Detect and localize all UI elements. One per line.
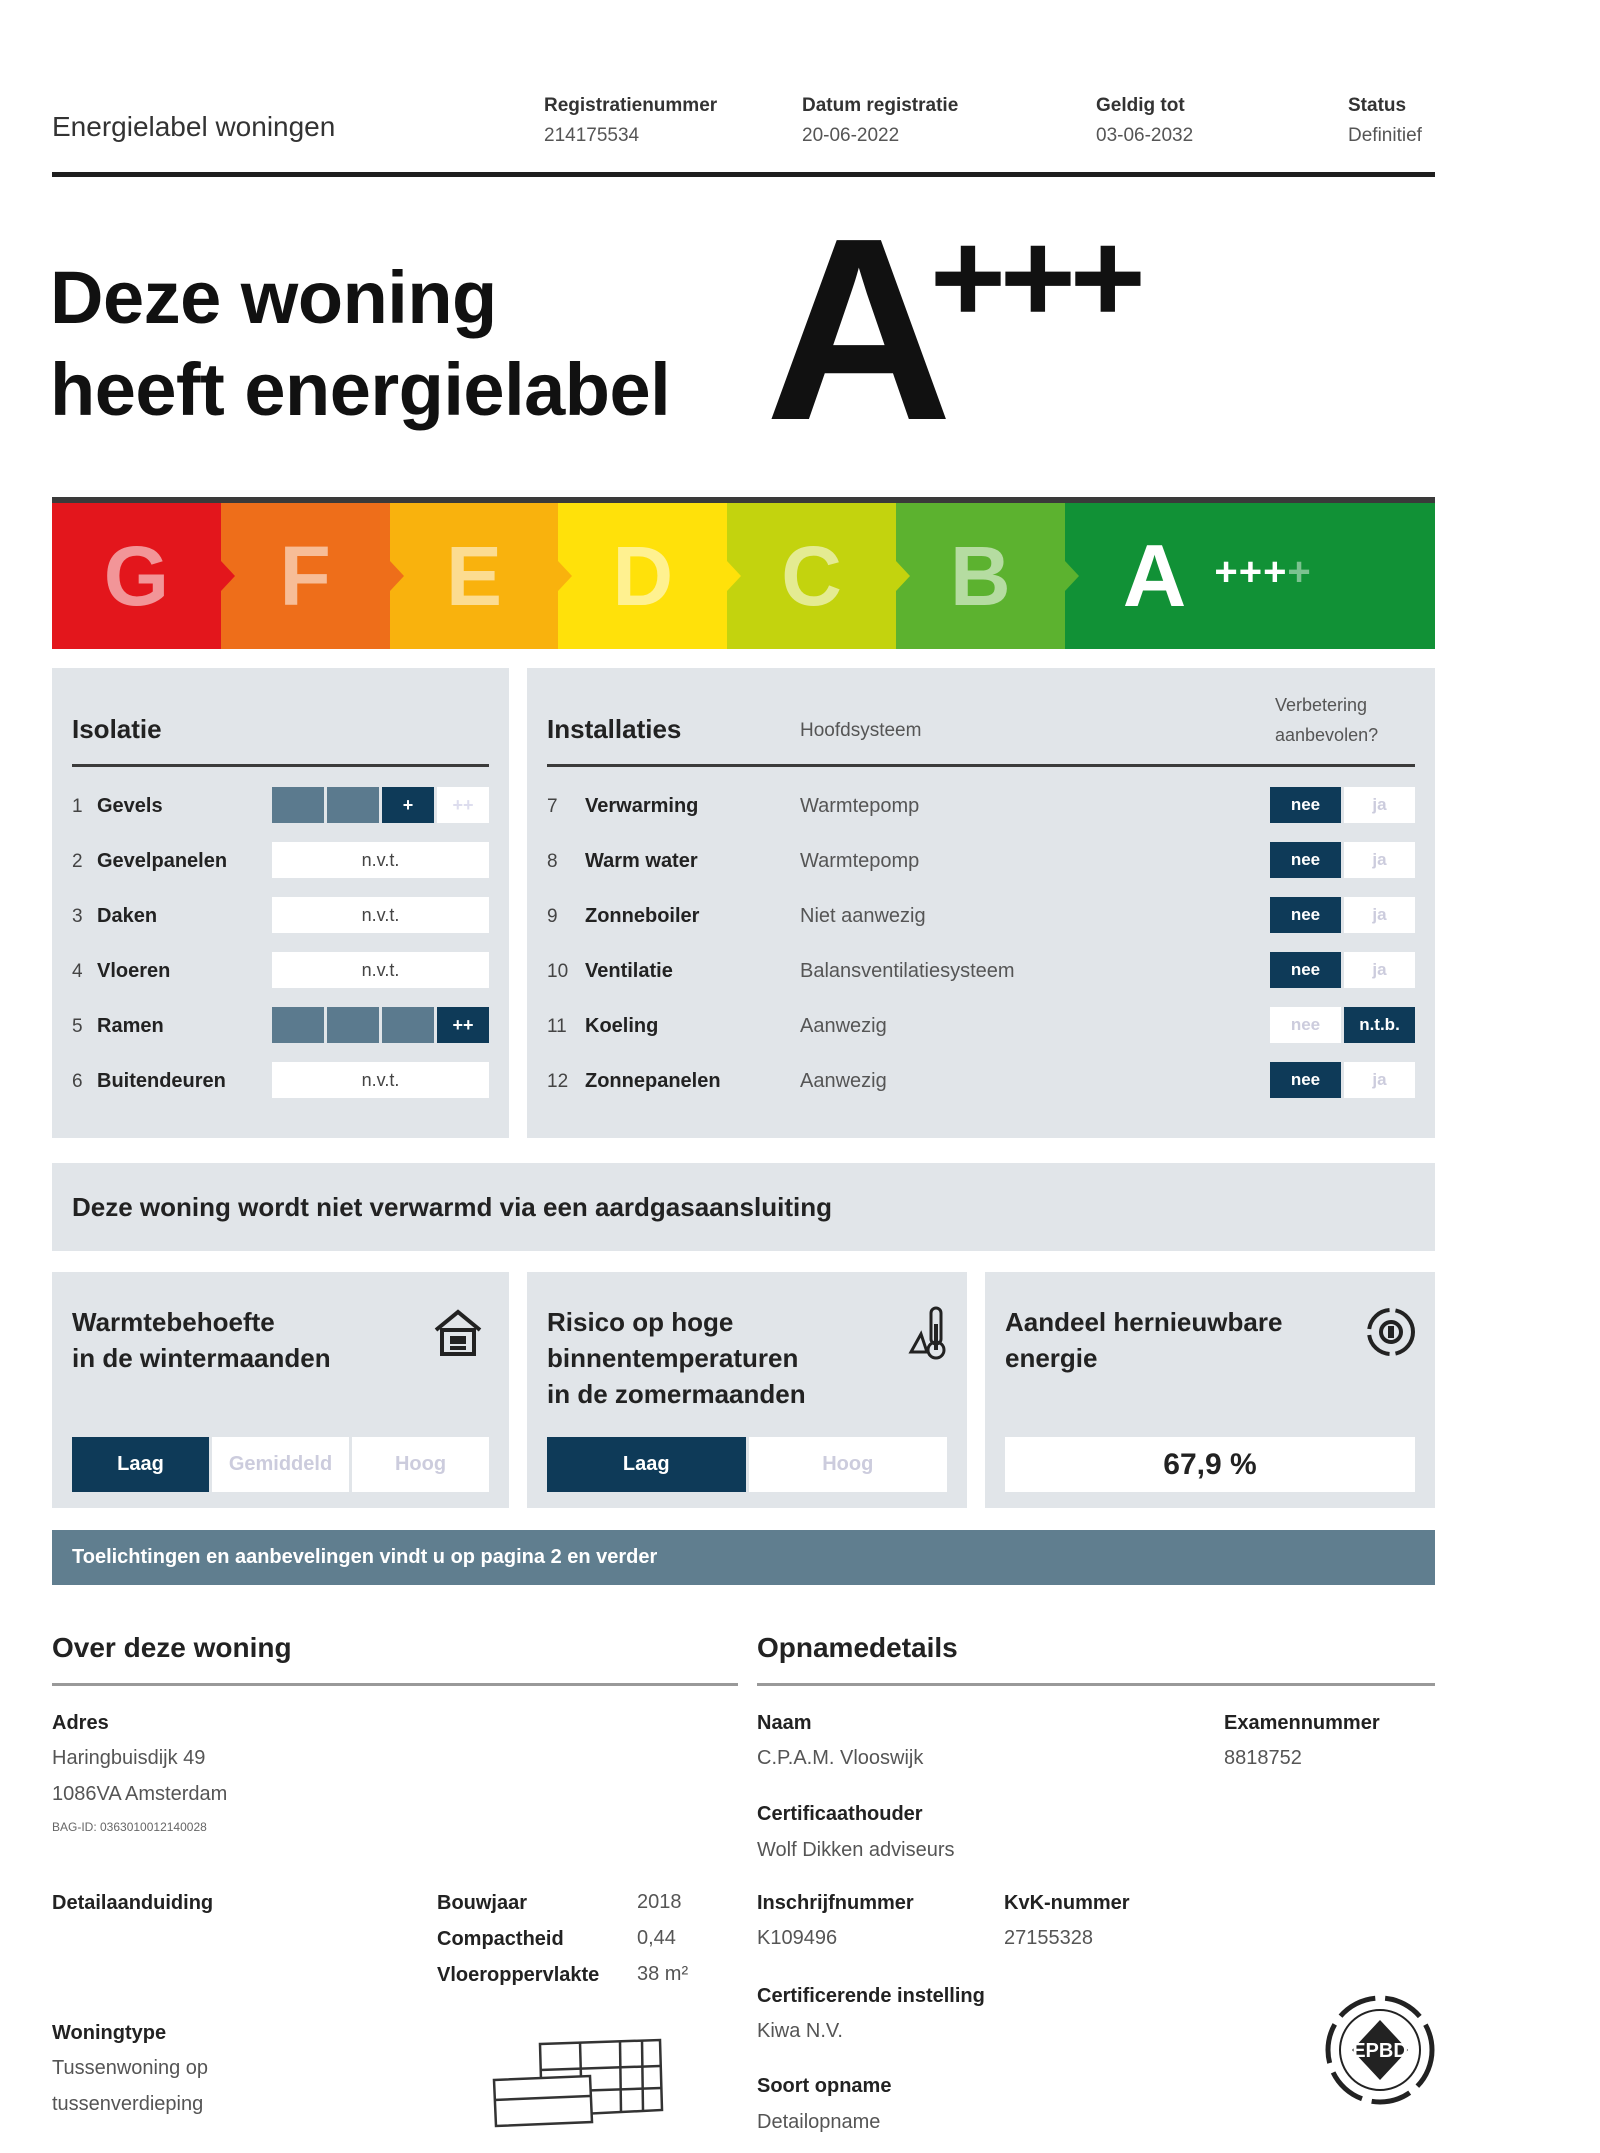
verbetering-nee: nee — [1270, 952, 1341, 988]
risico-card — [527, 1272, 967, 1508]
scale-segment-f — [221, 503, 390, 649]
scale-label-f: F — [279, 528, 331, 623]
isolatie-panel — [52, 668, 509, 1138]
warmte-option-laag: Laag — [72, 1437, 209, 1492]
warmtebehoefte-title — [72, 1304, 331, 1376]
risico-title-line3: in de zomermaanden — [547, 1379, 806, 1409]
rating-cell-filled — [327, 1007, 379, 1043]
geldig-label: Geldig tot — [1096, 95, 1185, 116]
scale-arrow — [896, 561, 910, 591]
hernieuwbaar-value: 67,9 % — [1005, 1437, 1415, 1492]
installatie-row-number: 10 — [547, 961, 569, 982]
rating-cell-filled — [272, 1007, 324, 1043]
hernieuwbaar-title — [1005, 1304, 1282, 1376]
installatie-row-system: Warmtepomp — [800, 850, 920, 872]
installatie-row-name: Ventilatie — [585, 960, 673, 982]
naam-value: C.P.A.M. Vlooswijk — [757, 1747, 924, 1769]
examennummer-value: 8818752 — [1224, 1747, 1302, 1769]
geldig-value: 03-06-2032 — [1096, 125, 1194, 146]
verbetering-nee: nee — [1270, 1007, 1341, 1043]
isolatie-nvt: n.v.t. — [272, 842, 489, 878]
bouwjaar-value: 2018 — [637, 1891, 682, 1913]
isolatie-rating-bar — [272, 1007, 489, 1043]
kvk-value: 27155328 — [1004, 1927, 1093, 1949]
hernieuwbaar-title-line2: energie — [1005, 1343, 1098, 1373]
isolatie-row-name: Ramen — [97, 1015, 164, 1037]
risico-title-line2: binnentemperaturen — [547, 1343, 799, 1373]
opnamedetails-title: Opnamedetails — [757, 1632, 958, 1663]
soort-opname-value: Detailopname — [757, 2111, 881, 2133]
house-icon — [432, 1306, 484, 1369]
label-grade-plus: +++ — [930, 204, 1140, 350]
scale-arrow — [221, 561, 235, 591]
rating-cell-filled — [382, 1007, 434, 1043]
installaties-title: Installaties — [547, 714, 682, 744]
installatie-row-number: 8 — [547, 851, 558, 872]
adres-line2: 1086VA Amsterdam — [52, 1783, 228, 1805]
installatie-row-name: Zonneboiler — [585, 905, 700, 927]
verbetering-nee: nee — [1270, 1062, 1341, 1098]
warmtebehoefte-title-line1: Warmtebehoefte — [72, 1307, 275, 1337]
certificerende-instelling-label: Certificerende instelling — [757, 1985, 985, 2007]
verbetering-other: n.t.b. — [1344, 1007, 1415, 1043]
scale-ghost-plus: + — [1287, 549, 1312, 594]
hernieuwbaar-title-line1: Aandeel hernieuwbare — [1005, 1307, 1283, 1337]
isolatie-row-number: 1 — [72, 796, 83, 817]
installatie-row-system: Warmtepomp — [800, 795, 920, 817]
isolatie-row-number: 6 — [72, 1071, 83, 1092]
isolatie-row-number: 4 — [72, 961, 83, 982]
installaties-rule — [547, 764, 1415, 767]
installatie-row-name: Zonnepanelen — [585, 1070, 721, 1092]
installatie-row-system: Balansventilatiesysteem — [800, 960, 1015, 982]
scale-segment-c — [727, 503, 896, 649]
scale-arrow — [558, 561, 572, 591]
certificaathouder-label: Certificaathouder — [757, 1803, 923, 1825]
scale-label-d: D — [612, 528, 674, 623]
epbd-logo — [1320, 1990, 1440, 2115]
scale-segment-g — [52, 503, 221, 649]
registratienummer-label: Registratienummer — [544, 95, 718, 116]
verbetering-toggle — [1270, 787, 1415, 823]
scale-arrow — [727, 561, 741, 591]
gas-notice-text: Deze woning wordt niet verwarmd via een aardgasaansluiting — [72, 1192, 832, 1222]
headline-line1: Deze woning — [50, 256, 497, 339]
risico-title-line1: Risico op hoge — [547, 1307, 734, 1337]
geldig-block — [1096, 95, 1193, 147]
kvk-label: KvK-nummer — [1004, 1892, 1130, 1914]
installatie-row-number: 11 — [547, 1016, 567, 1037]
rating-cell-current: ++ — [437, 1007, 489, 1043]
woningtype-line2: tussenverdieping — [52, 2093, 204, 2115]
scale-label-e: E — [445, 528, 502, 623]
rating-cell-empty: ++ — [437, 787, 489, 823]
isolatie-rule — [72, 764, 489, 767]
document-title: Energielabel woningen — [52, 111, 336, 142]
soort-opname-label: Soort opname — [757, 2075, 892, 2097]
verbetering-toggle — [1270, 952, 1415, 988]
thermometer-icon — [907, 1304, 953, 1371]
toelichting-bar — [52, 1530, 1435, 1585]
scale-label-c: C — [781, 528, 842, 623]
installatie-row-name: Verwarming — [585, 795, 699, 817]
risico-option-hoog: Hoog — [749, 1437, 948, 1492]
status-block — [1348, 95, 1422, 147]
woningtype-line1: Tussenwoning op — [52, 2057, 209, 2079]
isolatie-rating-bar — [272, 787, 489, 823]
verbetering-header — [1275, 690, 1378, 750]
isolatie-title: Isolatie — [72, 714, 162, 744]
warmte-option-gemiddeld: Gemiddeld — [212, 1437, 349, 1492]
verbetering-nee: nee — [1270, 897, 1341, 933]
scale-label-a: A — [1122, 526, 1187, 625]
woningtype-label: Woningtype — [52, 2022, 167, 2044]
isolatie-row-number: 2 — [72, 851, 83, 872]
label-grade: A — [765, 185, 947, 475]
hernieuwbaar-card — [985, 1272, 1435, 1508]
isolatie-nvt: n.v.t. — [272, 952, 489, 988]
risico-title — [547, 1304, 806, 1412]
installatie-row-number: 7 — [547, 796, 558, 817]
scale-segment-d — [558, 503, 727, 649]
verbetering-nee: nee — [1270, 787, 1341, 823]
recycle-icon — [1363, 1304, 1419, 1371]
certificerende-instelling-value: Kiwa N.V. — [757, 2020, 843, 2042]
inschrijfnummer-label: Inschrijfnummer — [757, 1892, 914, 1914]
over-woning-rule — [52, 1683, 738, 1686]
verbetering-toggle — [1270, 897, 1415, 933]
verbetering-other: ja — [1344, 787, 1415, 823]
document-header — [52, 95, 1435, 177]
isolatie-row-name: Buitendeuren — [97, 1070, 226, 1092]
scale-label-b: B — [950, 528, 1011, 623]
gas-notice — [52, 1163, 1435, 1251]
rating-cell-current: + — [382, 787, 434, 823]
isolatie-nvt: n.v.t. — [272, 1062, 489, 1098]
scale-arrow — [1065, 561, 1079, 591]
rating-cell-filled — [327, 787, 379, 823]
status-value: Definitief — [1348, 125, 1422, 146]
naam-label: Naam — [757, 1712, 812, 1734]
verbetering-header-line2: aanbevolen? — [1275, 725, 1379, 745]
verbetering-toggle — [1270, 842, 1415, 878]
datum-block — [802, 95, 958, 147]
scale-plus-marks — [1214, 550, 1311, 595]
verbetering-other: ja — [1344, 842, 1415, 878]
installatie-row-name: Warm water — [585, 850, 698, 872]
registratienummer-block — [544, 95, 717, 147]
adres-label: Adres — [52, 1712, 109, 1734]
isolatie-row-name: Daken — [97, 905, 158, 927]
verbetering-other: ja — [1344, 952, 1415, 988]
isolatie-row-number: 3 — [72, 906, 83, 927]
isolatie-nvt: n.v.t. — [272, 897, 489, 933]
isolatie-row-number: 5 — [72, 1016, 83, 1037]
scale-arrow — [390, 561, 404, 591]
installatie-row-name: Koeling — [585, 1015, 659, 1037]
installatie-row-system: Niet aanwezig — [800, 905, 926, 927]
inschrijfnummer-value: K109496 — [757, 1927, 838, 1949]
datum-value: 20-06-2022 — [802, 125, 900, 146]
scale-segment-b — [896, 503, 1065, 649]
scale-segment-e — [390, 503, 559, 649]
hoofdsysteem-header: Hoofdsysteem — [800, 720, 922, 741]
bag-id: BAG-ID: 0363010012140028 — [52, 1820, 207, 1834]
isolatie-row-name: Vloeren — [97, 960, 171, 982]
scale-label-g: G — [103, 528, 170, 623]
verbetering-other: ja — [1344, 897, 1415, 933]
installatie-row-number: 9 — [547, 906, 558, 927]
status-label: Status — [1348, 95, 1407, 116]
scale-active-plus: +++ — [1214, 549, 1288, 594]
hernieuwbaar-value-box — [1005, 1437, 1415, 1492]
energy-scale — [52, 503, 1435, 649]
risico-option-laag: Laag — [547, 1437, 746, 1492]
datum-label: Datum registratie — [802, 95, 959, 116]
verbetering-toggle — [1270, 1062, 1415, 1098]
verbetering-other: ja — [1344, 1062, 1415, 1098]
verbetering-nee: nee — [1270, 842, 1341, 878]
certificaathouder-value: Wolf Dikken adviseurs — [757, 1839, 955, 1861]
opnamedetails-rule — [757, 1683, 1435, 1686]
toelichting-text: Toelichtingen en aanbevelingen vindt u op pagina 2 en verder — [72, 1546, 658, 1568]
warmtebehoefte-title-line2: in de wintermaanden — [72, 1343, 331, 1373]
installatie-row-system: Aanwezig — [800, 1070, 887, 1092]
warmte-option-hoog: Hoog — [352, 1437, 489, 1492]
isolatie-row-name: Gevelpanelen — [97, 850, 228, 872]
installaties-panel — [527, 668, 1435, 1138]
bouwjaar-label: Bouwjaar — [437, 1892, 528, 1914]
verbetering-header-line1: Verbetering — [1275, 695, 1368, 715]
risico-scale — [547, 1437, 947, 1492]
headline — [50, 252, 670, 436]
headline-line2: heeft energielabel — [50, 348, 671, 431]
detailaanduiding-label: Detailaanduiding — [52, 1892, 214, 1914]
scale-segment-a — [1065, 503, 1435, 649]
over-woning-title: Over deze woning — [52, 1632, 292, 1663]
installatie-row-number: 12 — [547, 1071, 569, 1092]
compactheid-value: 0,44 — [637, 1927, 676, 1949]
rating-cell-filled — [272, 787, 324, 823]
adres-line1: Haringbuisdijk 49 — [52, 1747, 206, 1769]
registratienummer-value: 214175534 — [544, 125, 640, 146]
examennummer-label: Examennummer — [1224, 1712, 1380, 1734]
warmtebehoefte-scale — [72, 1437, 489, 1492]
installatie-row-system: Aanwezig — [800, 1015, 887, 1037]
isolatie-row-name: Gevels — [97, 795, 163, 817]
vloeroppervlakte-value: 38 m² — [637, 1963, 689, 1985]
verbetering-toggle — [1270, 1007, 1415, 1043]
compactheid-label: Compactheid — [437, 1928, 564, 1950]
building-type-icon — [490, 2030, 670, 2135]
warmtebehoefte-card — [52, 1272, 509, 1508]
vloeroppervlakte-label: Vloeroppervlakte — [437, 1964, 600, 1986]
svg-text:EPBD: EPBD — [1352, 2040, 1408, 2062]
